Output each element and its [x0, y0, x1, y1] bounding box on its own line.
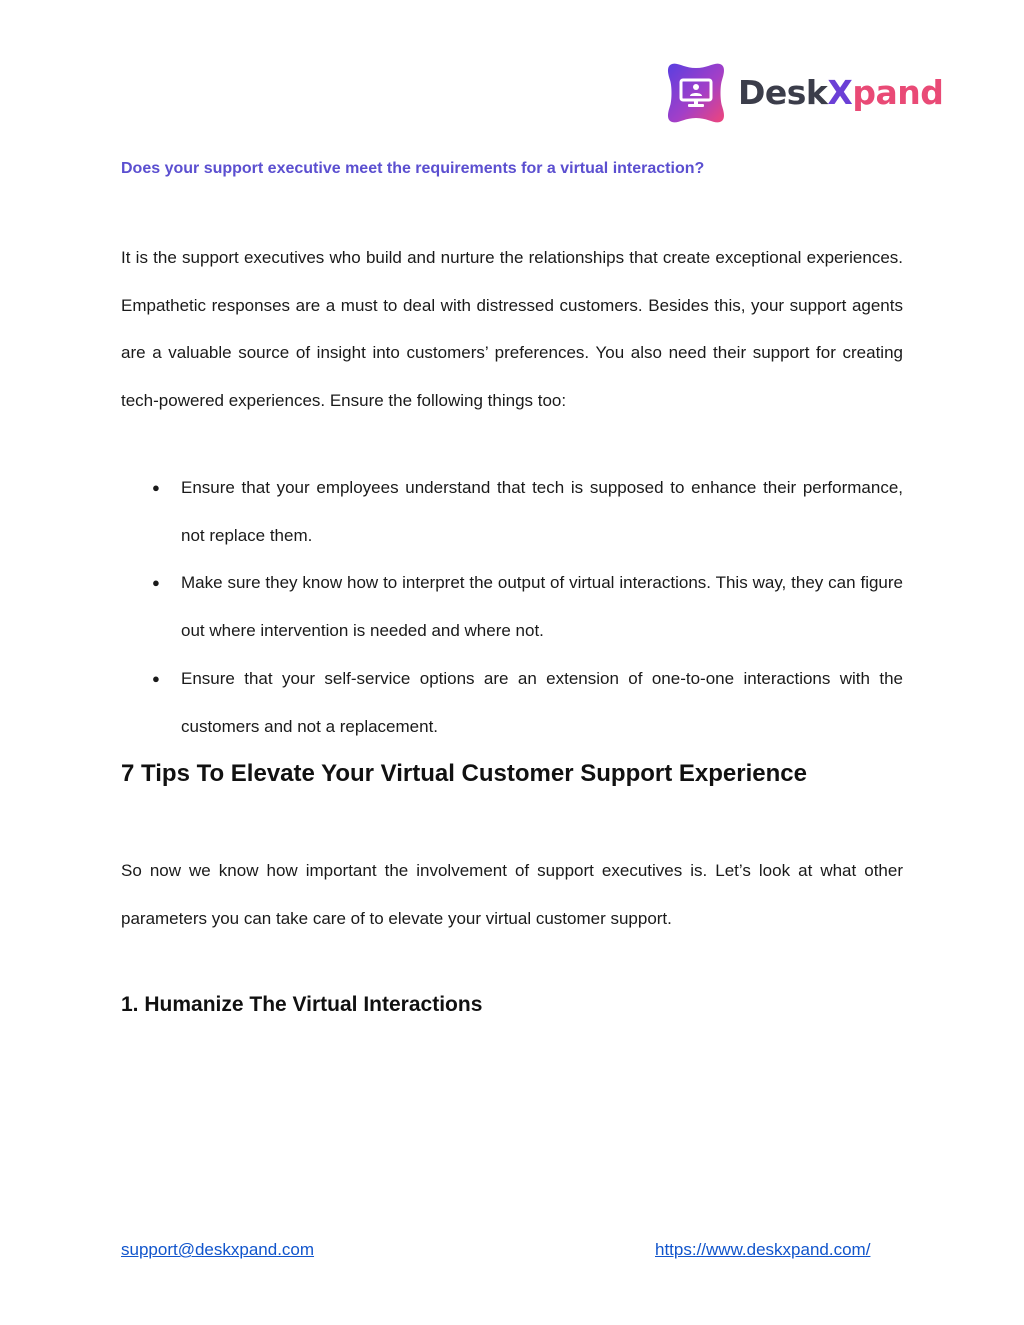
bullet-marker: ●: [152, 575, 160, 591]
brand-logo: [664, 60, 943, 126]
bullet-item: [121, 559, 903, 654]
bullet-list: [121, 464, 903, 750]
section-heading: 7 Tips To Elevate Your Virtual Customer Support Experience: [121, 760, 807, 787]
logo-wordmark: [738, 60, 943, 126]
question-heading: Does your support executive meet the requirements for a virtual interaction?: [121, 160, 705, 177]
bullet-marker: ●: [152, 480, 160, 495]
footer-website-link[interactable]: https://www.deskxpand.com/: [655, 1240, 871, 1259]
bullet-marker: ●: [152, 670, 160, 686]
footer-email-link[interactable]: support@deskxpand.com: [121, 1240, 315, 1259]
deskxpand-logo-icon: [664, 60, 728, 126]
intro-paragraph: It is the support executives who build and nurture the relationships that create exceptional experiences. Empathetic responses are a must to deal with distressed customers. Besides this, your support agents are a valuable source of insight into customers’ preferences. You also need their support for creating tech-powered experiences. Ensure the following things too:: [121, 248, 903, 411]
subheading: 1. Humanize The Virtual Interactions: [121, 993, 483, 1016]
bullet-item: [121, 655, 903, 750]
bullet-item: [121, 464, 903, 559]
logo-text-desk: Desk: [738, 73, 828, 112]
bullet-text: Ensure that your employees understand that tech is supposed to enhance their performance, not replace them.: [181, 478, 903, 545]
logo-text-pand: pand: [852, 73, 944, 112]
section-paragraph: So now we know how important the involvement of support executives is. Let’s look at what other parameters you can take care of to elevate your virtual customer support.: [121, 861, 903, 928]
bullet-text: Make sure they know how to interpret the output of virtual interactions. This way, they can figure out where intervention is needed and where not.: [181, 573, 903, 641]
bullet-text: Ensure that your self-service options are an extension of one-to-one interactions with the customers and not a replacement.: [181, 668, 903, 736]
logo-text-x: X: [827, 73, 853, 112]
